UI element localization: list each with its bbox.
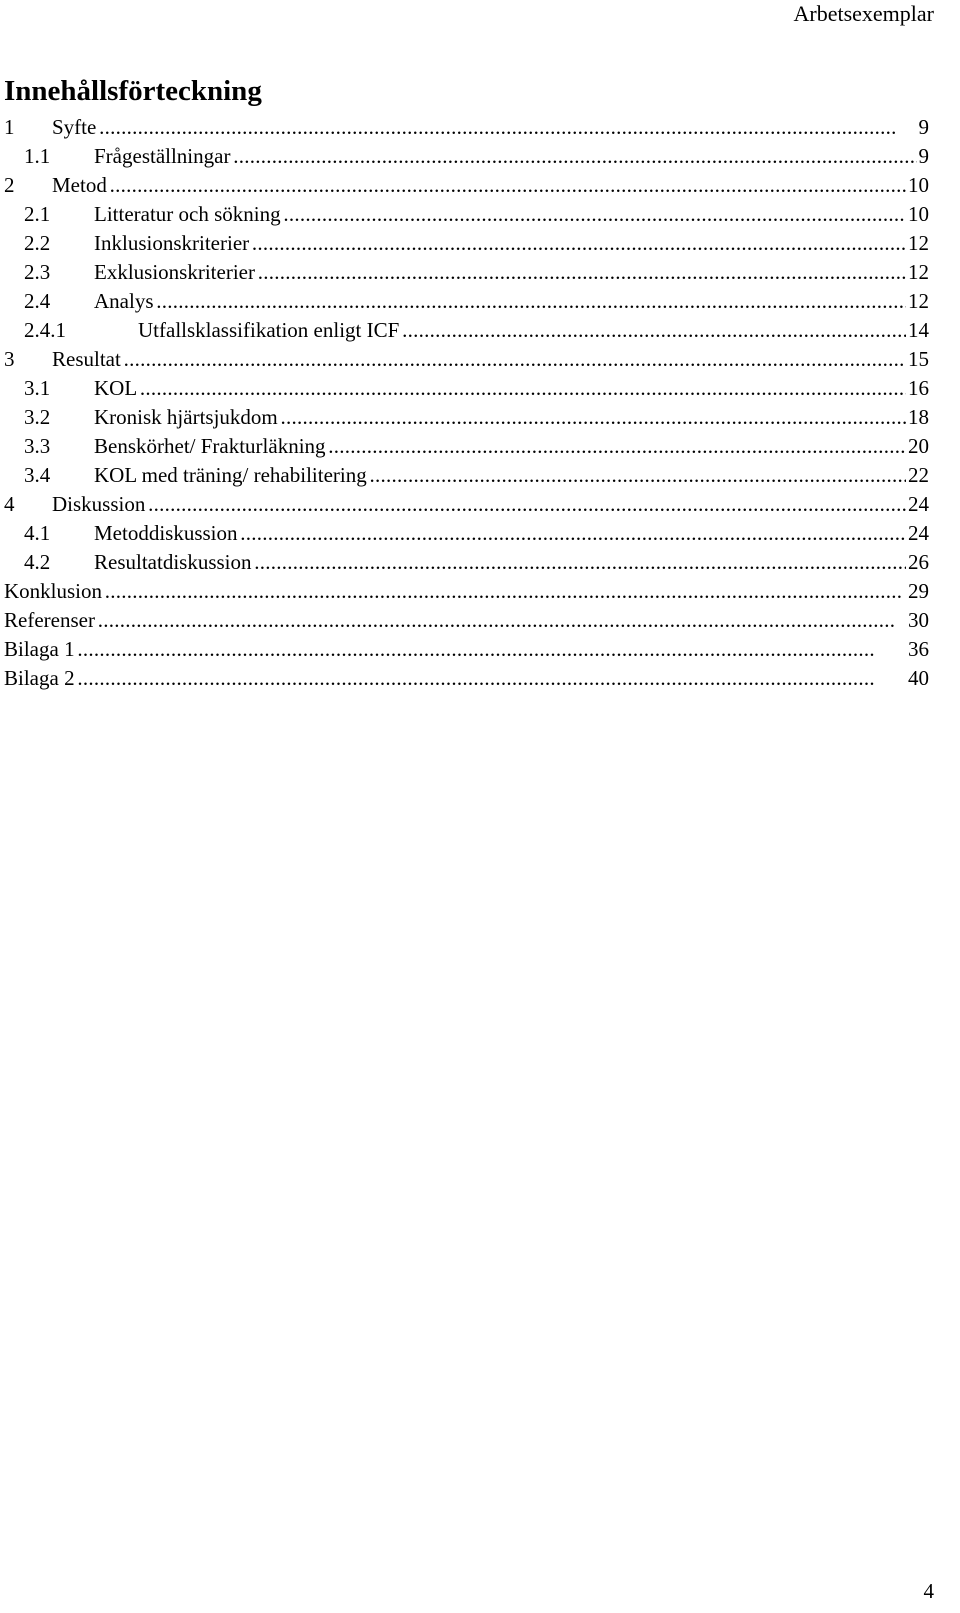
toc-entry-number: 4.1 [24, 521, 51, 545]
toc-entry[interactable] [0, 200, 956, 229]
toc-entry[interactable] [0, 229, 956, 258]
toc-entry-number: 2.4.1 [24, 318, 66, 342]
toc-entry-label: Syfte . . . [52, 113, 924, 142]
toc-entry-page: 20 [906, 432, 929, 461]
toc-entry-label: Litteratur och sökning . . . [94, 200, 924, 229]
toc-title: Innehållsförteckning [4, 75, 262, 107]
toc-entry-label: Konklusion . . . [4, 577, 924, 606]
toc-entry-number: 2.2 [24, 231, 51, 255]
running-header: Arbetsexemplar [793, 1, 934, 26]
toc-entry[interactable] [0, 606, 956, 635]
toc-entry-page: 30 [906, 606, 929, 635]
toc-entry-label: Inklusionskriterier . . . [94, 229, 924, 258]
toc-entry[interactable] [0, 374, 956, 403]
toc-entry-number: 4 [4, 492, 15, 516]
toc-entry-page: 12 [906, 229, 929, 258]
toc-entry[interactable] [0, 142, 956, 171]
toc-entry-page: 26 [906, 548, 929, 577]
toc-entry[interactable] [0, 287, 956, 316]
toc-entry-label: Kronisk hjärtsjukdom . . . [94, 403, 924, 432]
toc-entry[interactable] [0, 345, 956, 374]
toc-list [0, 113, 956, 693]
toc-entry-label: Resultatdiskussion . . . [94, 548, 924, 577]
toc-entry-label: Referenser . . . [4, 606, 924, 635]
toc-entry[interactable] [0, 635, 956, 664]
toc-entry-page: 9 [917, 142, 930, 171]
toc-entry-label: Resultat . . . [52, 345, 924, 374]
toc-entry-page: 36 [906, 635, 929, 664]
toc-entry-page: 24 [906, 490, 929, 519]
toc-entry-page: 12 [906, 258, 929, 287]
toc-entry[interactable] [0, 258, 956, 287]
toc-entry-page: 10 [906, 171, 929, 200]
toc-entry-number: 3.1 [24, 376, 51, 400]
toc-entry[interactable] [0, 519, 956, 548]
toc-entry[interactable] [0, 461, 956, 490]
toc-entry[interactable] [0, 403, 956, 432]
toc-entry-page: 14 [906, 316, 929, 345]
toc-entry-page: 16 [906, 374, 929, 403]
toc-entry-label: Analys . . . [94, 287, 924, 316]
toc-entry-label: Utfallsklassifikation enligt ICF . . . [138, 316, 924, 345]
toc-entry[interactable] [0, 490, 956, 519]
toc-entry-label: Diskussion . . . [52, 490, 924, 519]
toc-entry-number: 2 [4, 173, 15, 197]
toc-entry-number: 3.3 [24, 434, 51, 458]
toc-entry-page: 15 [906, 345, 929, 374]
toc-entry-page: 29 [906, 577, 929, 606]
toc-entry-page: 18 [906, 403, 929, 432]
toc-entry-label: KOL . . . [94, 374, 924, 403]
toc-entry[interactable] [0, 664, 956, 693]
toc-entry-page: 12 [906, 287, 929, 316]
toc-entry-page: 24 [906, 519, 929, 548]
toc-entry-page: 40 [906, 664, 929, 693]
toc-entry-label: Metod . . . [52, 171, 924, 200]
page-number: 4 [923, 1579, 934, 1603]
toc-entry-number: 2.3 [24, 260, 51, 284]
toc-entry-number: 1.1 [24, 144, 51, 168]
toc-entry[interactable] [0, 171, 956, 200]
toc-entry-label: KOL med träning/ rehabilitering . . . [94, 461, 924, 490]
toc-entry-label: Bilaga 2 . . . [4, 664, 924, 693]
toc-entry[interactable] [0, 548, 956, 577]
toc-entry-number: 3 [4, 347, 15, 371]
toc-entry-label: Frågeställningar . . . [94, 142, 924, 171]
toc-entry[interactable] [0, 577, 956, 606]
toc-entry-page: 10 [906, 200, 929, 229]
toc-entry-number: 2.4 [24, 289, 51, 313]
toc-entry-number: 4.2 [24, 550, 51, 574]
toc-entry-number: 2.1 [24, 202, 51, 226]
toc-entry-label: Bilaga 1 . . . [4, 635, 924, 664]
toc-entry-page: 22 [906, 461, 929, 490]
toc-entry-label: Exklusionskriterier . . . [94, 258, 924, 287]
toc-entry-label: Benskörhet/ Frakturläkning . . . [94, 432, 924, 461]
toc-entry-page: 9 [917, 113, 930, 142]
toc-entry-number: 1 [4, 115, 15, 139]
toc-entry-number: 3.4 [24, 463, 51, 487]
toc-entry[interactable] [0, 432, 956, 461]
toc-entry[interactable] [0, 113, 956, 142]
toc-entry[interactable] [0, 316, 956, 345]
toc-entry-label: Metoddiskussion . . . [94, 519, 924, 548]
toc-entry-number: 3.2 [24, 405, 51, 429]
